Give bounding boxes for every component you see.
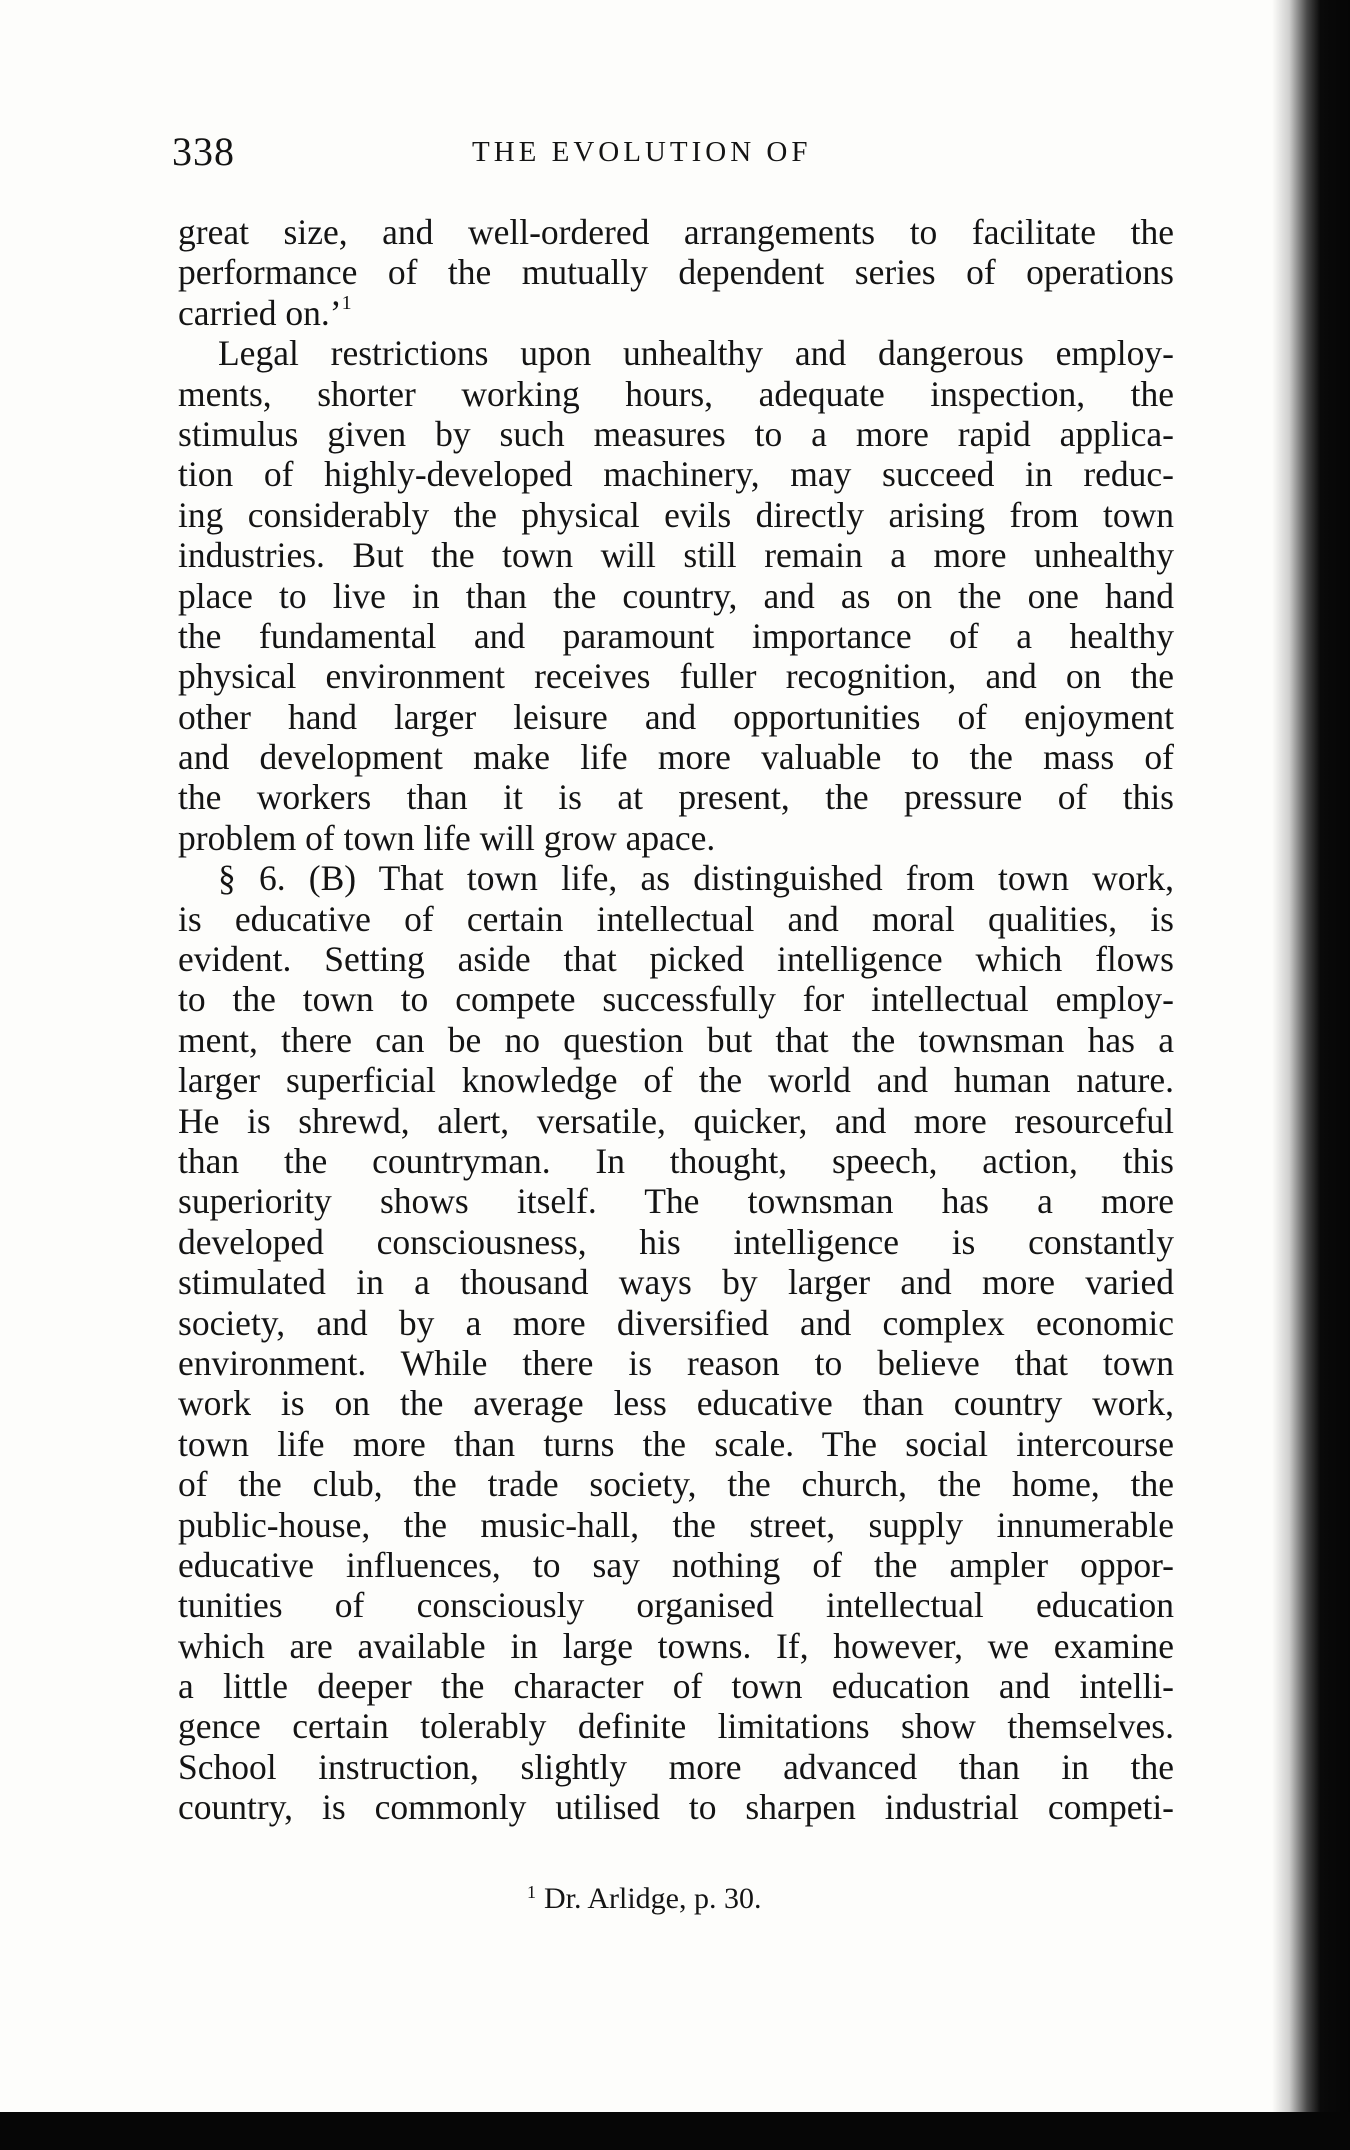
text-line: public-house, the music-hall, the street, supply innumerable <box>178 1504 1174 1545</box>
text-line: superiority shows itself. The townsman has a more <box>178 1181 1174 1222</box>
text-line: ing considerably the physical evils directly arising from town <box>178 494 1174 535</box>
text-line: He is shrewd, alert, versatile, quicker, and more resourceful <box>178 1100 1174 1141</box>
section-start-line: § 6. (B) That town life, as distinguished from town work, <box>218 858 1174 899</box>
text-line: industries. But the town will still remain a more unhealthy <box>178 535 1174 576</box>
text-line: ment, there can be no question but that the townsman has a <box>178 1019 1174 1060</box>
text-line: performance of the mutually dependent series of operations <box>178 252 1174 293</box>
footnote-text: Dr. Arlidge, p. 30. <box>544 1882 762 1915</box>
text-line: is educative of certain intellectual and moral qualities, is <box>178 898 1174 939</box>
text-line: and development make life more valuable to the mass of <box>178 737 1174 778</box>
text-line: tion of highly-developed machinery, may succeed in reduc- <box>178 454 1174 495</box>
text-line: than the countryman. In thought, speech, action, this <box>178 1140 1174 1181</box>
footnote-marker: 1 <box>527 1882 536 1902</box>
page-header <box>172 128 1172 178</box>
text-line: town life more than turns the scale. The social intercourse <box>178 1423 1174 1464</box>
text-line: evident. Setting aside that picked intelligence which flows <box>178 939 1174 980</box>
text-line: problem of town life will grow apace. <box>178 817 716 858</box>
text-line: physical environment receives fuller recognition, and on the <box>178 656 1174 697</box>
text-line: society, and by a more diversified and complex economic <box>178 1302 1174 1343</box>
text-line: place to live in than the country, and as on the one hand <box>178 575 1174 616</box>
text-line: a little deeper the character of town education and intelli- <box>178 1666 1174 1707</box>
page-number: 338 <box>172 129 235 174</box>
text-line: work is on the average less educative than country work, <box>178 1383 1174 1424</box>
text-line: stimulus given by such measures to a more rapid applica- <box>178 413 1174 454</box>
text-line <box>178 293 1174 333</box>
footnote <box>527 1882 762 1916</box>
text-line: of the club, the trade society, the church, the home, the <box>178 1464 1174 1505</box>
text-line: stimulated in a thousand ways by larger and more varied <box>178 1262 1174 1303</box>
body-text <box>178 212 1174 1828</box>
text-line: the fundamental and paramount importance of a healthy <box>178 615 1174 656</box>
text-line: other hand larger leisure and opportunities of enjoyment <box>178 696 1174 737</box>
text-line: developed consciousness, his intelligence is constantly <box>178 1221 1174 1262</box>
text-line: to the town to compete successfully for intellectual employ- <box>178 979 1174 1020</box>
text-line: tunities of consciously organised intellectual education <box>178 1585 1174 1626</box>
text-line: country, is commonly utilised to sharpen industrial competi- <box>178 1787 1174 1828</box>
page-spine-shadow <box>1272 0 1350 2150</box>
text-line-content: carried on.’ <box>178 292 342 333</box>
text-line: ments, shorter working hours, adequate inspection, the <box>178 373 1174 414</box>
running-head: THE EVOLUTION OF <box>472 136 812 168</box>
text-line: School instruction, slightly more advanced than in the <box>178 1746 1174 1787</box>
text-line: larger superficial knowledge of the world and human nature. <box>178 1060 1174 1101</box>
text-line: the workers than it is at present, the pressure of this <box>178 777 1174 818</box>
footnote-reference: 1 <box>341 291 352 314</box>
paragraph-start-line: Legal restrictions upon unhealthy and dangerous employ- <box>218 333 1174 374</box>
text-line: great size, and well-ordered arrangements to facilitate the <box>178 212 1174 252</box>
page-bottom-edge <box>0 2112 1350 2150</box>
text-line: environment. While there is reason to believe that town <box>178 1342 1174 1383</box>
text-line: which are available in large towns. If, however, we examine <box>178 1625 1174 1666</box>
text-line: gence certain tolerably definite limitations show themselves. <box>178 1706 1174 1747</box>
text-line: educative influences, to say nothing of the ampler oppor- <box>178 1544 1174 1585</box>
